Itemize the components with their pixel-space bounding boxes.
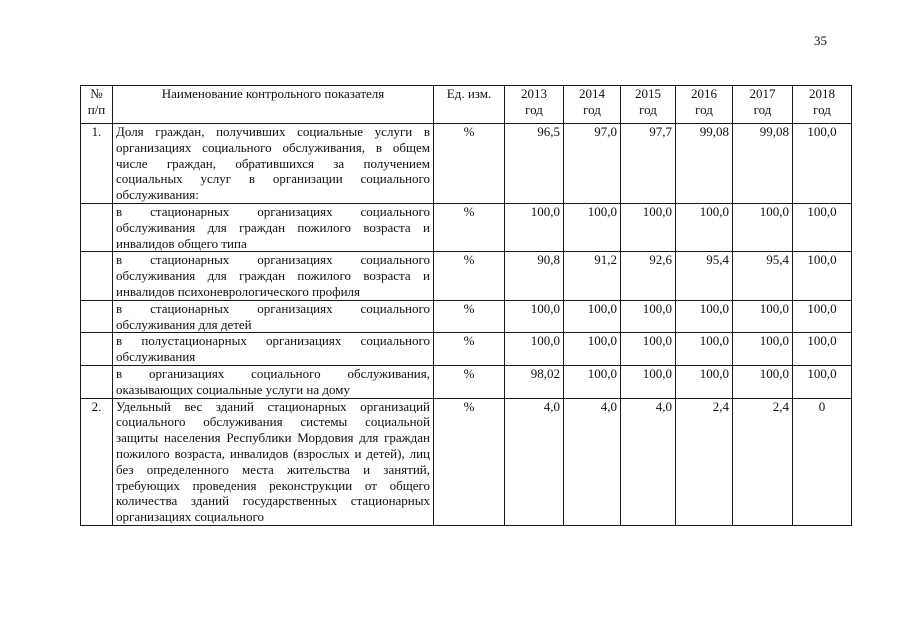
table-row [81,203,852,251]
value-2015: 97,7 [621,124,676,204]
header-year-2014: 2014 год [564,86,621,124]
value-2013: 90,8 [505,252,564,300]
row-unit: % [434,398,505,525]
value-2018: 100,0 [793,365,852,398]
value-2018: 100,0 [793,252,852,300]
row-unit: % [434,124,505,204]
row-unit: % [434,203,505,251]
header-num-line2: п/п [87,101,106,117]
value-2014: 100,0 [564,333,621,366]
header-num [81,86,113,124]
header-year-2017: 2017 год [733,86,793,124]
value-2017: 95,4 [733,252,793,300]
row-name: в полустационарных организациях социального обслуживания [113,333,434,366]
value-2016: 95,4 [676,252,733,300]
value-2016: 100,0 [676,365,733,398]
value-2017: 99,08 [733,124,793,204]
row-name: в стационарных организациях социального обслуживания для граждан пожилого возраста и инвалидов психоневрологического профиля [113,252,434,300]
value-2016: 2,4 [676,398,733,525]
value-2018: 100,0 [793,124,852,204]
page-number: 35 [814,33,827,48]
header-year-2013: 2013 год [505,86,564,124]
value-2018: 100,0 [793,300,852,333]
row-num [81,365,113,398]
value-2017: 100,0 [733,333,793,366]
value-2017: 100,0 [733,203,793,251]
value-2015: 100,0 [621,300,676,333]
indicators-table [80,85,852,526]
value-2013: 100,0 [505,333,564,366]
row-name: в стационарных организациях социального обслуживания для детей [113,300,434,333]
row-name: в организациях социального обслуживания, оказывающих социальные услуги на дому [113,365,434,398]
value-2014: 91,2 [564,252,621,300]
table-row [81,333,852,366]
value-2014: 4,0 [564,398,621,525]
value-2014: 100,0 [564,203,621,251]
value-2016: 100,0 [676,203,733,251]
header-year-2018: 2018 год [793,86,852,124]
row-num [81,252,113,300]
value-2014: 100,0 [564,365,621,398]
value-2013: 4,0 [505,398,564,525]
value-2017: 2,4 [733,398,793,525]
value-2013: 100,0 [505,300,564,333]
table-row [81,124,852,204]
value-2018: 0 [793,398,852,525]
header-name: Наименование контрольного показателя [113,86,434,124]
value-2017: 100,0 [733,300,793,333]
table-header-row [81,86,852,124]
header-num-line1: № [90,86,103,101]
value-2015: 100,0 [621,333,676,366]
header-year-2016: 2016 год [676,86,733,124]
value-2015: 4,0 [621,398,676,525]
row-unit: % [434,300,505,333]
value-2017: 100,0 [733,365,793,398]
value-2018: 100,0 [793,333,852,366]
row-num [81,333,113,366]
row-name: Удельный вес зданий стационарных организаций социального обслуживания системы социальной защиты населения Республики Мордовия для граждан пожилого возраста, инвалидов (взрослых и детей), лиц без определенного места жительства и занятий, требующих проведения реконструкции от общего количества зданий государственных стационарных организациях социального [113,398,434,525]
value-2015: 100,0 [621,365,676,398]
value-2014: 97,0 [564,124,621,204]
value-2013: 100,0 [505,203,564,251]
value-2016: 100,0 [676,333,733,366]
value-2014: 100,0 [564,300,621,333]
value-2015: 100,0 [621,203,676,251]
value-2013: 96,5 [505,124,564,204]
row-name: в стационарных организациях социального обслуживания для граждан пожилого возраста и инвалидов общего типа [113,203,434,251]
value-2013: 98,02 [505,365,564,398]
row-num: 2. [81,398,113,525]
table-row [81,300,852,333]
row-num: 1. [81,124,113,204]
header-unit: Ед. изм. [434,86,505,124]
row-unit: % [434,252,505,300]
value-2016: 99,08 [676,124,733,204]
table-row [81,252,852,300]
row-unit: % [434,365,505,398]
row-unit: % [434,333,505,366]
table-row [81,365,852,398]
value-2018: 100,0 [793,203,852,251]
value-2016: 100,0 [676,300,733,333]
row-num [81,300,113,333]
value-2015: 92,6 [621,252,676,300]
row-num [81,203,113,251]
header-year-2015: 2015 год [621,86,676,124]
table-row [81,398,852,525]
row-name: Доля граждан, получивших социальные услуги в организациях социального обслуживания, в общем числе граждан, обратившихся за получением социальных услуг в организации социального обслуживания: [113,124,434,204]
